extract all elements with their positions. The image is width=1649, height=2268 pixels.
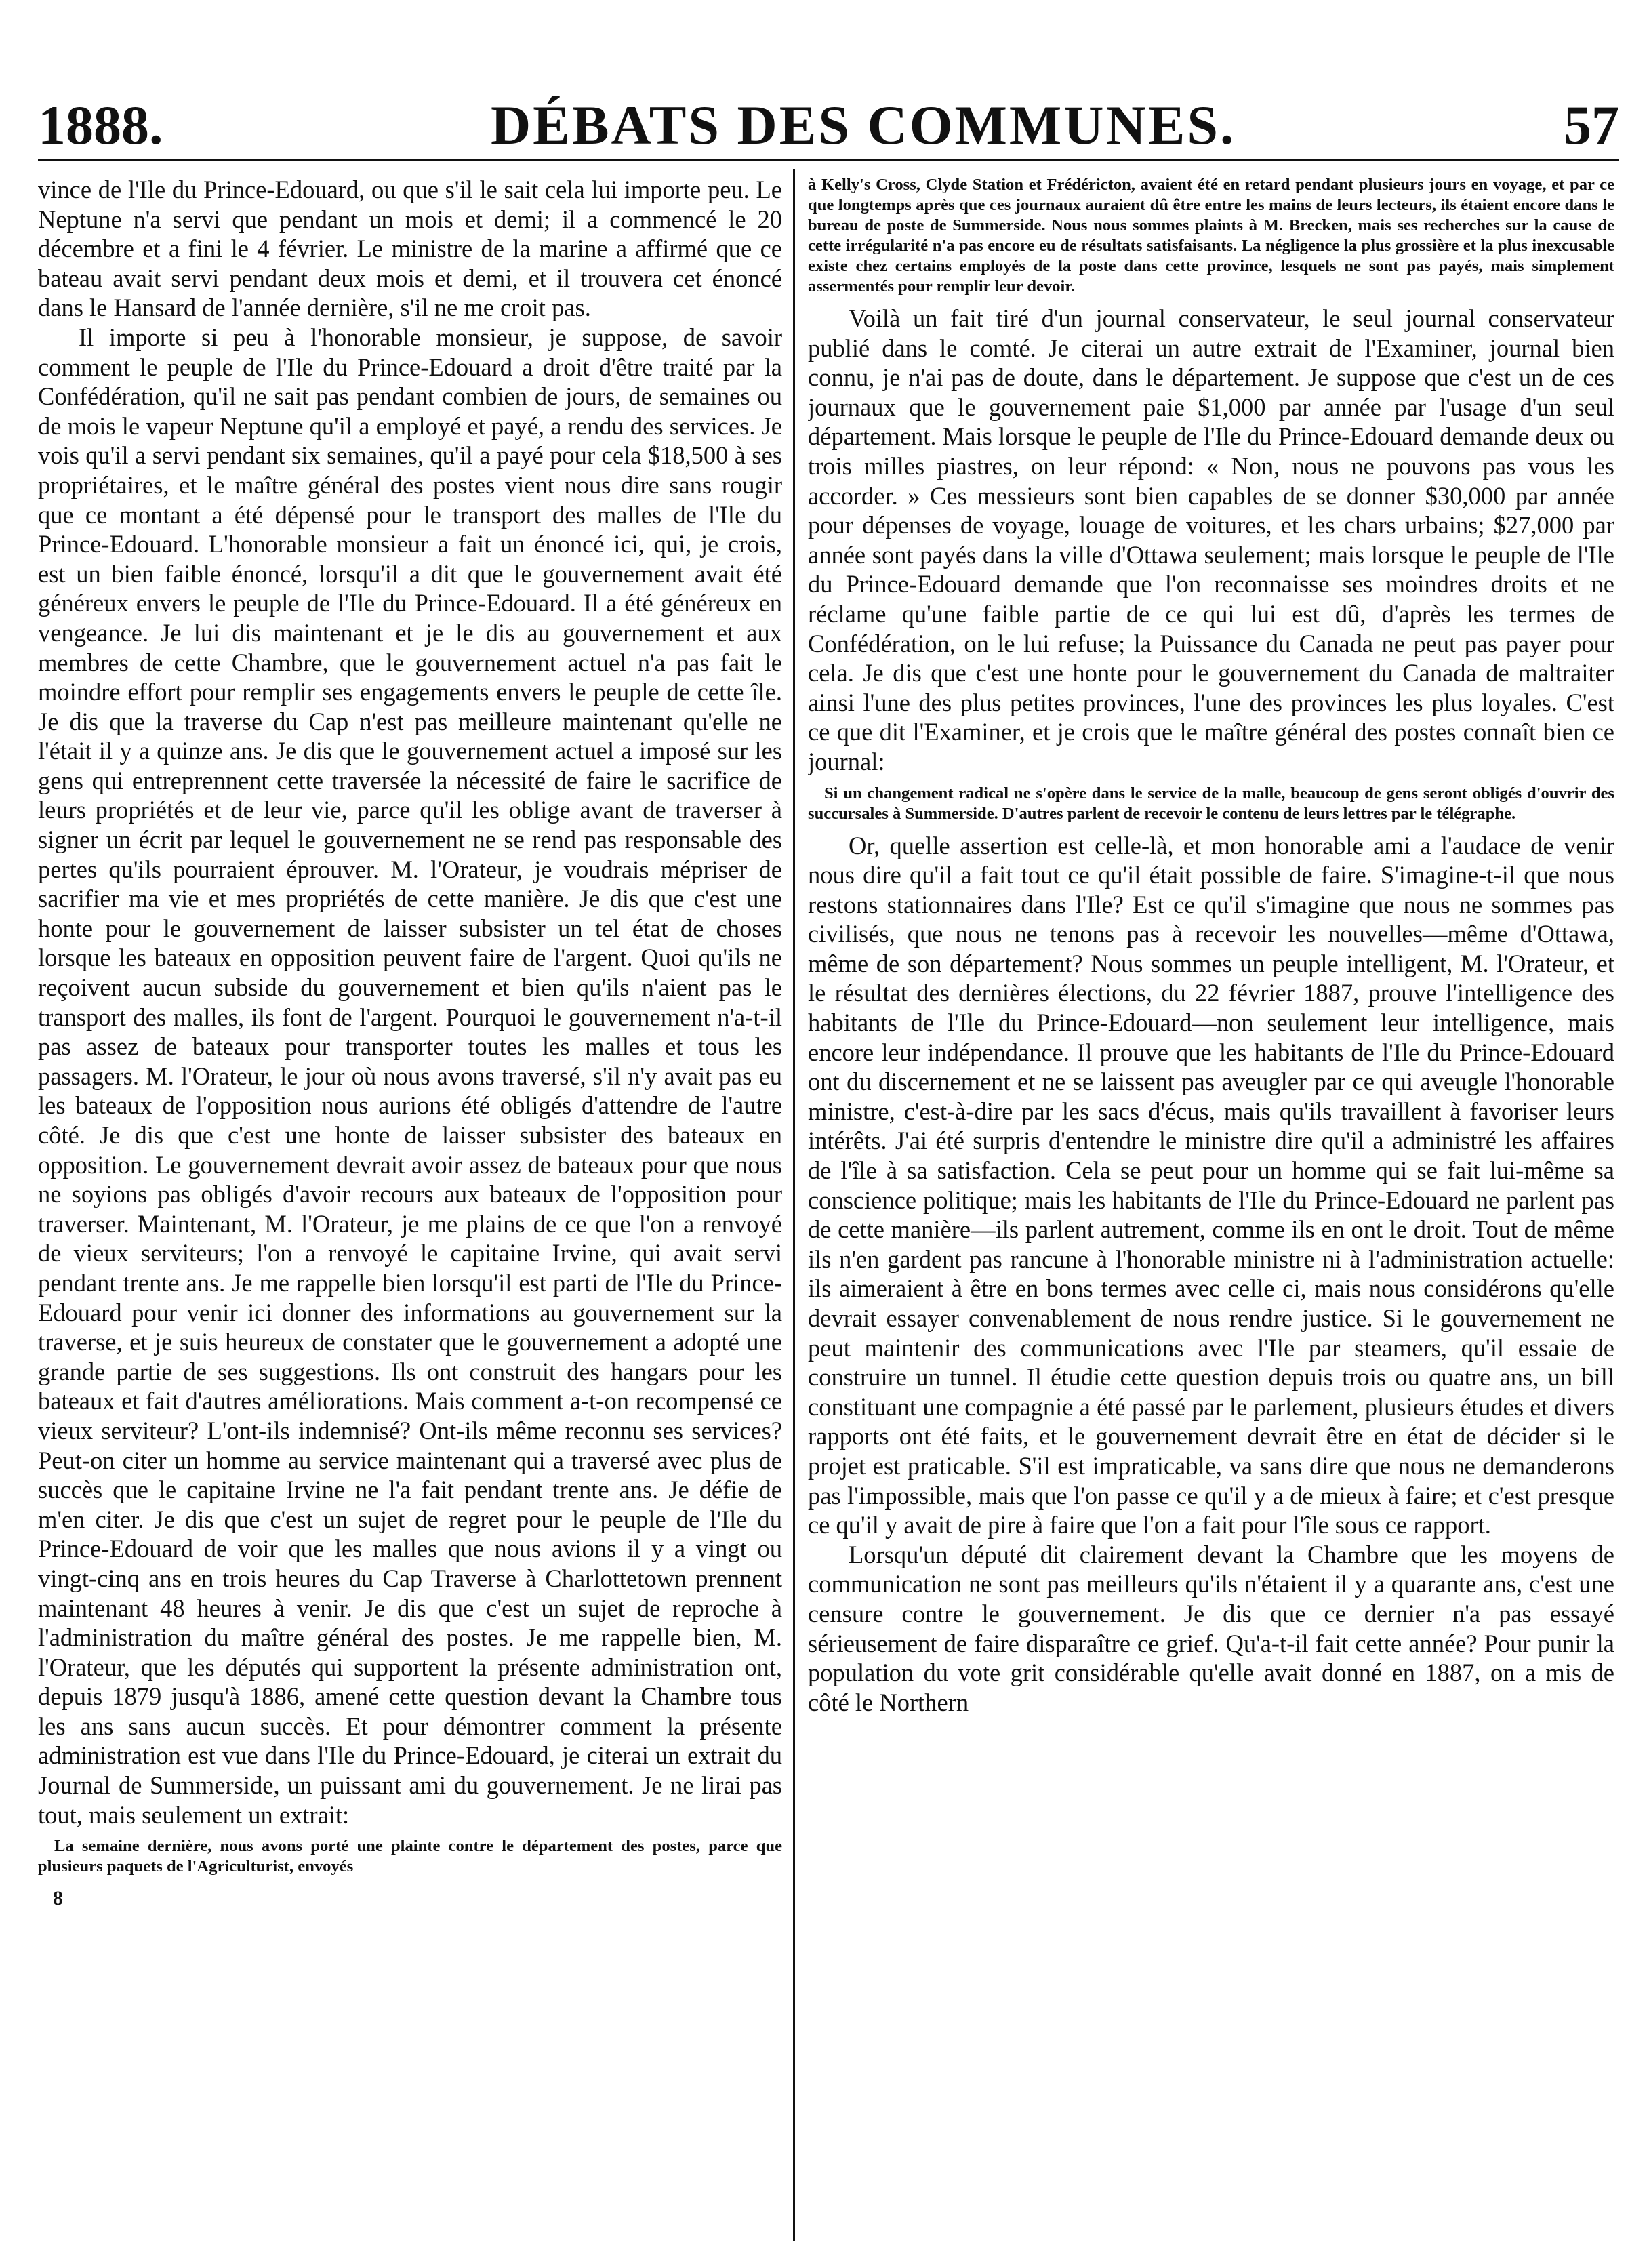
left-paragraph-2: Il importe si peu à l'honorable monsieur, je suppose, de savoir comment le peuple de l'Ile du Prince-Edouard a droit d'être traité par la Confédération, qu'il ne sait pas pendant combien de jours, de semaines ou de mois le vapeur Neptune qu'il a employé et payé, a rendu des services. Je vois qu'il a servi pendant six semaines, qu'il a payé pour cela $18,500 à ses propriétaires, et le maître général des postes vient nous dire sans rougir que ce montant a été dépensé pour le transport des malles de l'Ile du Prince-Edouard. L'honorable monsieur a fait un énoncé ici, qui, je crois, est un bien faible énoncé, lorsqu'il a dit que le gouvernement avait été généreux envers le peuple de l'Ile du Prince-Edouard. Il a été généreux en vengeance. Je lui dis maintenant et je le dis au gouvernement et aux membres de cette Chambre, que le gouvernement actuel n'a pas fait le moindre effort pour remplir ses engagements envers le peuple de cette île. Je dis que la traverse du Cap n'est pas meilleure maintenant qu'elle ne l'était il y a quinze ans. Je dis que le gouvernement actuel a imposé sur les gens qui entreprennent cette traversée la nécessité de faire le sacrifice de leurs propriétés et de leur vie, parce qu'il les oblige avant de traverser à signer un écrit par lequel le gouvernement ne se rend pas responsable des pertes qu'ils pourraient éprouver. M. l'Orateur, je voudrais mépriser de sacrifier ma vie et mes propriétés de cette manière. Je dis que c'est une honte pour le gouvernement de laisser subsister un tel état de choses lorsque les bateaux en opposition peuvent faire de l'argent. Quoi qu'ils ne reçoivent aucun subside du gouvernement et bien qu'ils n'aient pas le transport des malles, ils font de l'argent. Pourquoi le gouvernement n'a-t-il pas assez de bateaux pour transporter toutes les malles et tous les passagers. M. l'Orateur, le jour où nous avons traversé, s'il n'y avait pas eu les bateaux de l'opposition nous aurions été obligés d'attendre de l'autre côté. Je dis que c'est une honte de laisser subsister des bateaux en opposition. Le gouvernement devrait avoir assez de bateaux pour que nous ne soyions pas obligés d'avoir recours aux bateaux de l'opposition pour traverser. Maintenant, M. l'Orateur, je me plains de ce que l'on a renvoyé de vieux serviteurs; l'on a renvoyé le capitaine Irvine, qui avait servi pendant trente ans. Je me rappelle bien lorsqu'il est parti de l'Ile du Prince-Edouard pour venir ici donner des informations au gouvernement sur la traverse, et je suis heureux de constater que le gouvernement a adopté une grande partie de ses suggestions. Ils ont construit des hangars pour les bateaux et fait d'autres améliorations. Mais comment a-t-on recompensé ce vieux serviteur? L'ont-ils indemnisé? Ont-ils même reconnu ses services? Peut-on citer un homme au service maintenant qui a traversé avec plus de succès que le capitaine Irvine ne l'a fait pendant trente ans. Je défie de m'en citer. Je dis que c'est un sujet de regret pour le peuple de l'Ile du Prince-Edouard de voir que les malles que nous avions il y a vingt ou vingt-cinq ans en trois heures du Cap Traverse à Charlottetown prennent maintenant 48 heures à venir. Je dis que c'est un sujet de reproche à l'administration du maître général des postes. Je me rappelle bien, M. l'Orateur, que les députés qui supportent la présente administration ont, depuis 1879 jusqu'à 1886, amené cette question devant la Chambre tous les ans sans aucun succès. Et pour démontrer comment la présente administration est vue dans l'Ile du Prince-Edouard, je citerai un extrait du Journal de Summerside, un puissant ami du gouvernement. Je ne lirai pas tout, mais seulement un extrait: — [38, 323, 782, 1829]
header-year: 1888. — [38, 94, 163, 156]
column-divider — [793, 169, 795, 2241]
right-paragraph-1: Voilà un fait tiré d'un journal conservateur, le seul journal conservateur publié dans le comté. Je citerai un autre extrait de l'Examiner, journal bien connu, je n'ai pas de doute, dans le département. Je suppose que c'est un de ces journaux que le gouvernement paie $1,000 par année par l'usage d'un seul département. Mais lorsque le peuple de l'Ile du Prince-Edouard demande deux ou trois milles piastres, on leur répond: « Non, nous ne pouvons pas vous les accorder. » Ces messieurs sont bien capables de se donner $30,000 par année pour dépenses de voyage, louage de voitures, et les chars urbains; $27,000 par année sont payés dans la ville d'Ottawa seulement; mais lorsque le peuple de l'Ile du Prince-Edouard demande que l'on reconnaisse ses moindres droits et ne réclame qu'une faible partie de ce qui lui est dû, d'après les termes de Confédération, on le lui refuse; la Puissance du Canada ne peut pas payer pour cela. Je dis que c'est une honte pour le gouvernement du Canada de maltraiter ainsi l'une des plus petites provinces, l'une des provinces les plus loyales. C'est ce que dit l'Examiner, et je crois que le maître général des postes connaît bien ce journal: — [808, 304, 1614, 775]
right-column — [808, 175, 1614, 2227]
header-title: DÉBATS DES COMMUNES. — [490, 94, 1236, 156]
page-header — [38, 80, 1619, 161]
page-number: 57 — [1563, 94, 1619, 156]
right-quote-2: Si un changement radical ne s'opère dans le service de la malle, beaucoup de gens seront obligés d'ouvrir des succursales à Summerside. D'autres parlent de recevoir le contenu de leurs lettres par le télégraphe. — [808, 784, 1614, 823]
left-column — [38, 175, 782, 2227]
right-quote-continued: à Kelly's Cross, Clyde Station et Frédéricton, avaient été en retard pendant plusieurs jours en voyage, et par ce que longtemps après que ces journaux auraient dû être entre les mains de leurs lecteurs, ils étaient encore dans le bureau de poste de Summerside. Nous nous sommes plaints à M. Brecken, mais ses recherches sur la cause de cette irrégularité n'a pas encore eu de résultats satisfaisants. La négligence la plus grossière et la plus inexcusable existe chez certains employés de la poste dans cette province, lesquels ne sont pas payés, mais simplement assermentés pour remplir leur devoir. — [808, 176, 1614, 296]
left-paragraph-1: vince de l'Ile du Prince-Edouard, ou que s'il le sait cela lui importe peu. Le Neptune n'a servi que pendant un mois et demi; il a commencé le 20 décembre et a fini le 4 février. Le ministre de la marine a affirmé que ce bateau avait servi pendant deux mois et demi, et il trouvera cet énoncé dans le Hansard de l'année dernière, s'il ne me croit pas. — [38, 176, 782, 322]
left-quote: La semaine dernière, nous avons porté une plainte contre le département des postes, parce que plusieurs paquets de l'Agriculturist, envoyés — [38, 1837, 782, 1876]
footer-mark: 8 — [53, 1887, 63, 1910]
right-paragraph-2: Or, quelle assertion est celle-là, et mon honorable ami a l'audace de venir nous dire qu'il a fait tout ce qu'il était possible de faire. S'imagine-t-il que nous restons stationnaires dans l'Ile? Est ce qu'il s'imagine que nous ne sommes pas civilisés, que nous ne tenons pas à recevoir les nouvelles—même d'Ottawa, même de son département? Nous sommes un peuple intelligent, M. l'Orateur, et le résultat des dernières élections, du 22 février 1887, prouve l'intelligence des habitants de l'Ile du Prince-Edouard—non seulement leur intelligence, mais encore leur indépendance. Il prouve que les habitants de l'Ile du Prince-Edouard ont du discernement et ne se laissent pas aveugler par ce qui aveugle l'honorable ministre, c'est-à-dire par les sacs d'écus, mais qu'ils travaillent à favoriser leurs intérêts. J'ai été surpris d'entendre le ministre dire qu'il a administré les affaires de l'île à sa satisfaction. Cela se peut pour un homme qui se fait lui-même sa conscience politique; mais les habitants de l'Ile du Prince-Edouard ne parlent pas de cette manière—ils parlent autrement, comme ils en ont le droit. Tout de même ils n'en gardent pas rancune à l'honorable ministre ni à l'administration actuelle: ils aimeraient à être en bons termes avec celle ci, mais nous considérons qu'elle devrait essayer convenablement de nous rendre justice. Si le gouvernement ne peut maintenir des communications avec l'Ile par steamers, qu'il essaie de construire un tunnel. Il étudie cette question depuis trois ou quatre ans, un bill constituant une compagnie a été passé par le parlement, plusieurs études et divers rapports ont été faits, et le gouvernement devrait être en état de décider si le projet est praticable. S'il est impraticable, va sans dire que nous ne demanderons pas l'impossible, mais que l'on passe ce qu'il y a de mieux à faire; et c'est presque ce qu'il y avait de pire à faire que l'on a fait pour l'île sous ce rapport. — [808, 831, 1614, 1539]
right-paragraph-3: Lorsqu'un député dit clairement devant la Chambre que les moyens de communication ne sont pas meilleurs qu'ils n'étaient il y a quarante ans, c'est une censure contre le gouvernement. Je dis que ce dernier n'a pas essayé sérieusement de faire disparaître ce grief. Qu'a-t-il fait cette année? Pour punir la population du vote grit considérable qu'elle avait donné en 1887, on a mis de côté le Northern — [808, 1540, 1614, 1716]
